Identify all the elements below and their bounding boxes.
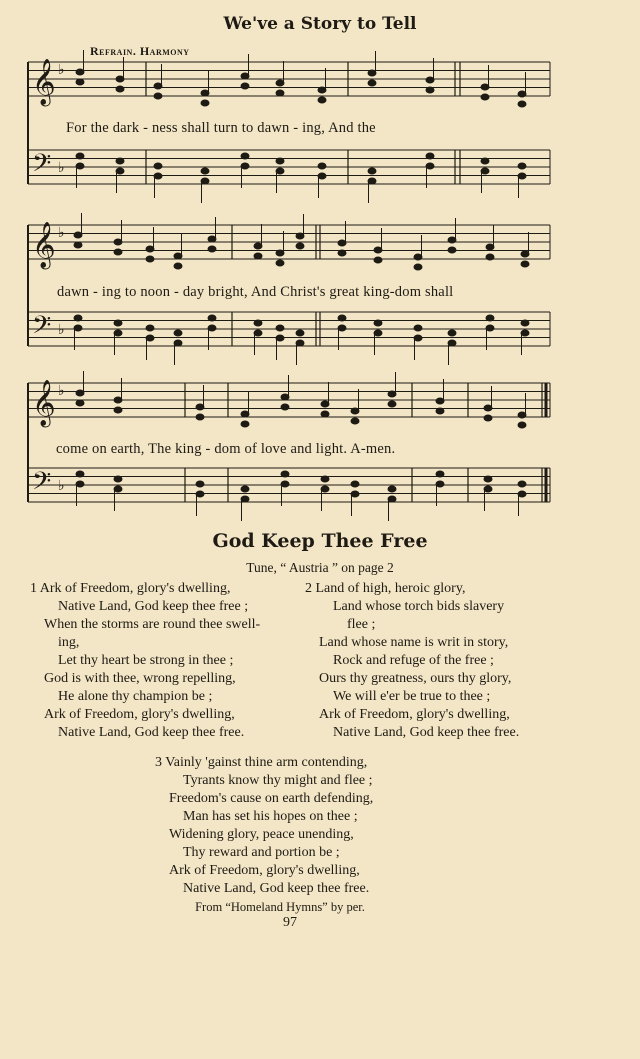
verse-line: Thy reward and portion be ;	[183, 845, 340, 860]
verse-line: Man has set his hopes on thee ;	[183, 809, 358, 824]
verse-line: 1 Ark of Freedom, glory's dwelling,	[30, 581, 231, 596]
verse-line: Ark of Freedom, glory's dwelling,	[169, 863, 360, 878]
clefs	[32, 59, 65, 502]
svg-text:𝄞: 𝄞	[32, 222, 56, 268]
verse-line: Ark of Freedom, glory's dwelling,	[44, 707, 235, 722]
verse-line: Native Land, God keep thee free.	[183, 881, 370, 896]
verse-line: Tyrants know thy might and flee ;	[183, 773, 373, 788]
verse-line: Native Land, God keep thee free.	[58, 725, 245, 740]
verse-line: Ours thy greatness, ours thy glory,	[319, 671, 512, 686]
svg-text:♭: ♭	[58, 383, 65, 399]
lyric-line-2: dawn - ing to noon - day bright, And Christ's great king-dom shall	[57, 284, 454, 300]
verse-3	[155, 754, 373, 898]
svg-text:♭: ♭	[58, 62, 65, 78]
verse-line: We will e'er be true to thee ;	[333, 689, 491, 704]
svg-text:𝄞: 𝄞	[32, 59, 56, 105]
svg-text:♭: ♭	[58, 225, 65, 241]
verse-line: Native Land, God keep thee free.	[333, 725, 520, 740]
verse-line: 3 Vainly 'gainst thine arm contending,	[155, 755, 368, 770]
hymn2-title: God Keep Thee Free	[212, 530, 428, 552]
page-number: 97	[283, 915, 297, 930]
svg-text:𝄢: 𝄢	[32, 311, 52, 346]
svg-text:♭: ♭	[58, 160, 65, 176]
verse-line: When the storms are round thee swell-	[44, 617, 261, 632]
verse-2	[305, 580, 519, 742]
verse-line: 2 Land of high, heroic glory,	[305, 581, 466, 596]
lyric-line-3: come on earth, The king - dom of love and light. A-men.	[56, 441, 396, 457]
verse-line: Widening glory, peace unending,	[169, 827, 354, 842]
tune-note: Tune, “ Austria ” on page 2	[246, 560, 394, 575]
lyric-line-1: For the dark - ness shall turn to dawn - ing, And the	[66, 120, 376, 136]
verse-line: ing,	[58, 635, 80, 650]
verse-line: Native Land, God keep thee free ;	[58, 599, 249, 614]
verse-line: He alone thy champion be ;	[58, 689, 213, 704]
credit-line: From “Homeland Hymns” by per.	[195, 900, 365, 914]
svg-text:𝄢: 𝄢	[32, 467, 52, 502]
verse-line: Land whose name is writ in story,	[319, 635, 509, 650]
verse-line: Freedom's cause on earth defending,	[169, 791, 374, 806]
verse-line: Let thy heart be strong in thee ;	[58, 653, 234, 668]
svg-text:♭: ♭	[58, 478, 65, 494]
svg-text:♭: ♭	[58, 322, 65, 338]
svg-text:𝄞: 𝄞	[32, 380, 56, 426]
refrain-label: Refrain. Harmony	[90, 44, 190, 58]
verse-line: Rock and refuge of the free ;	[333, 653, 494, 668]
verse-line: flee ;	[347, 617, 376, 632]
verse-1	[30, 580, 260, 742]
verse-line: Ark of Freedom, glory's dwelling,	[319, 707, 510, 722]
verse-line: God is with thee, wrong repelling,	[44, 671, 236, 686]
svg-text:𝄢: 𝄢	[32, 149, 52, 184]
verse-line: Land whose torch bids slavery	[333, 599, 505, 614]
hymn-title: We've a Story to Tell	[223, 14, 417, 34]
